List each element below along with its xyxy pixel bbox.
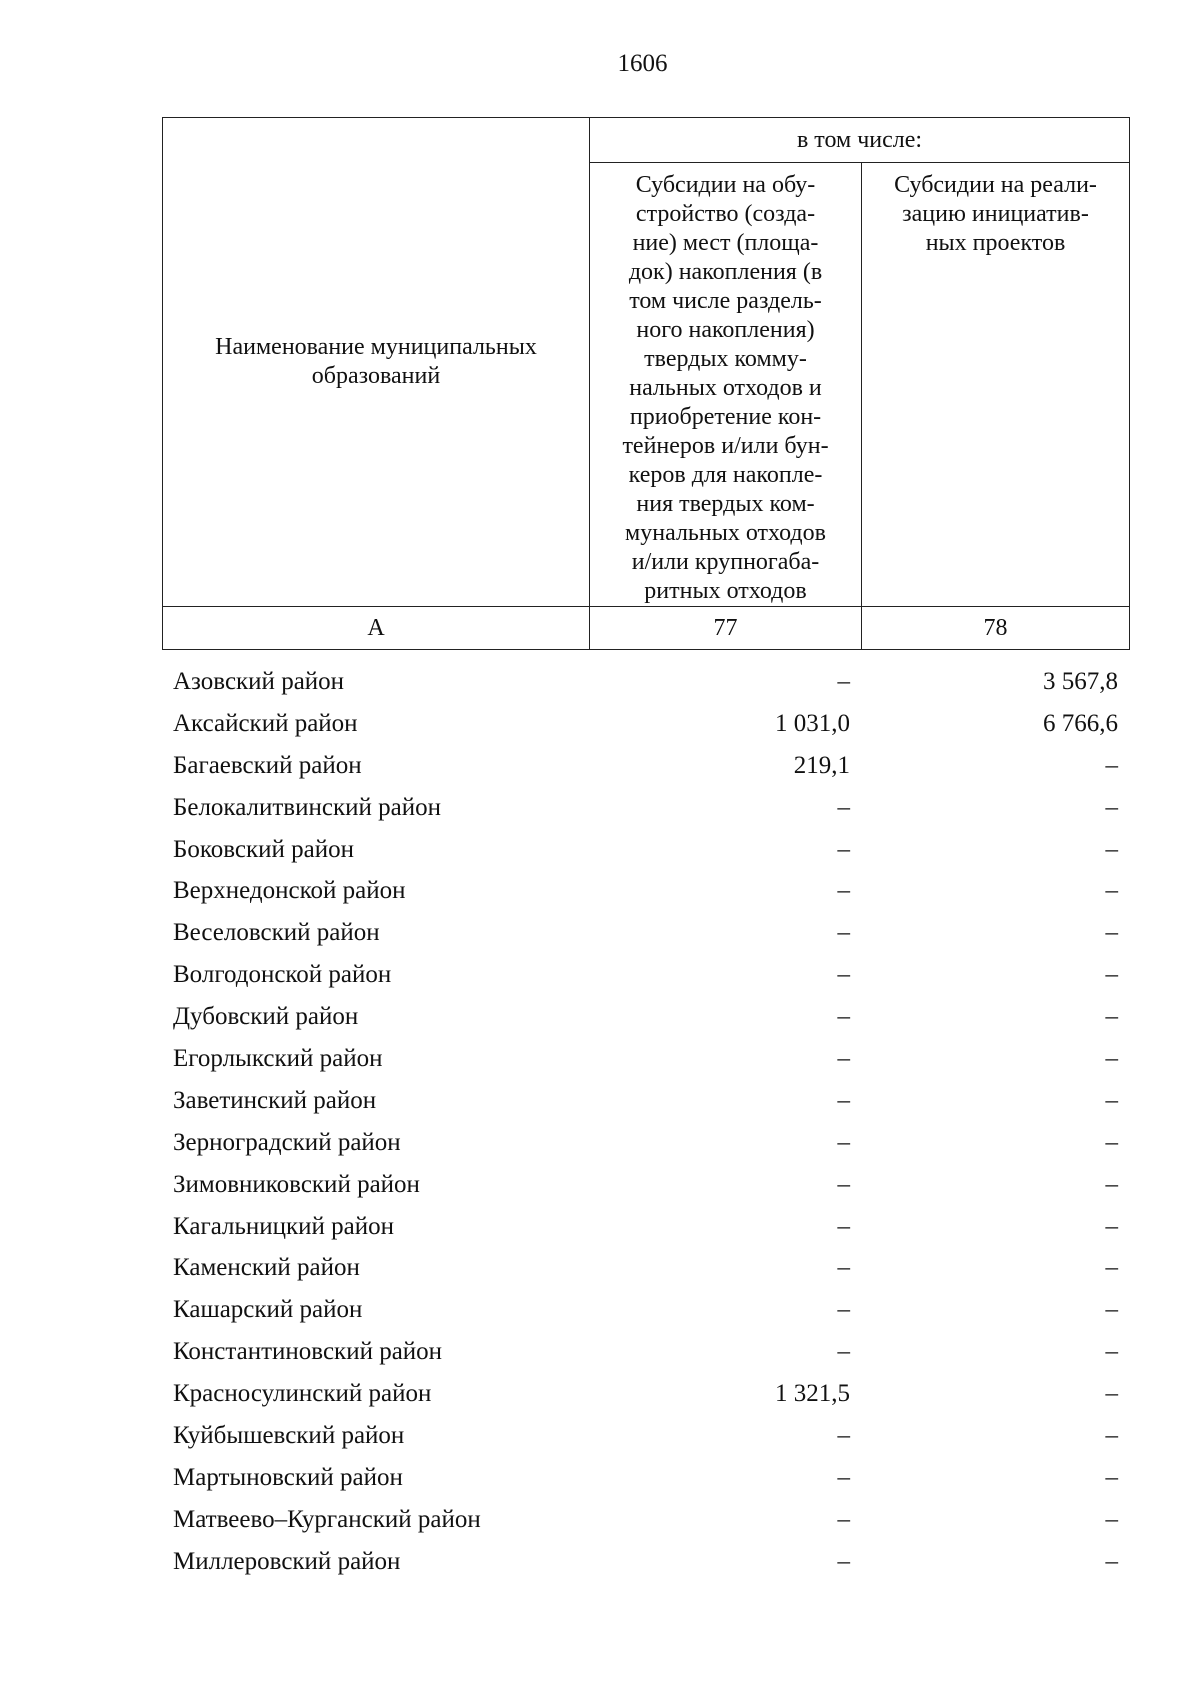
value-col-78: – [1105,1296,1118,1324]
table-row [162,1331,1129,1373]
value-col-77: – [837,1254,850,1282]
value-col-77: – [837,1505,850,1533]
value-col-77: – [837,1044,850,1072]
value-col-77: – [837,1463,850,1491]
table-row [162,1457,1129,1499]
header-text-line: и/или крупногаба- [631,549,820,575]
value-col-77: – [837,1128,850,1156]
value-col-77: – [837,1296,850,1324]
value-col-78: 6 766,6 [1043,709,1118,737]
municipality-name: Каменский район [173,1254,360,1282]
municipality-name: Аксайский район [173,709,358,737]
value-col-78: – [1105,1128,1118,1156]
table-row [162,1415,1129,1457]
header-text-line: ных проектов [925,230,1066,256]
header-text-line: зацию инициатив- [902,201,1089,227]
value-col-78: – [1105,751,1118,779]
value-col-78: – [1105,793,1118,821]
table-row [162,912,1129,954]
value-col-78: – [1105,1170,1118,1198]
value-col-77: – [837,835,850,863]
municipality-name: Веселовский район [173,919,380,947]
table-row [162,996,1129,1038]
value-col-78: 3 567,8 [1043,667,1118,695]
table-row [162,954,1129,996]
value-col-77: – [837,1338,850,1366]
value-col-77: – [837,667,850,695]
municipality-name: Белокалитвинский район [173,793,441,821]
table-row [162,829,1129,871]
value-col-77: 219,1 [793,751,850,779]
header-text-line: ритных отходов [644,578,807,604]
municipality-name: Мартыновский район [173,1463,403,1491]
header-text-line: керов для накопле- [628,462,823,488]
header-col-77 [590,163,862,607]
value-col-77: – [837,1086,850,1114]
value-col-78: – [1105,1505,1118,1533]
header-text-line: Субсидии на реали- [894,172,1097,198]
table-row [162,745,1129,787]
value-col-78: – [1105,1463,1118,1491]
header-group-label: в том числе: [590,118,1130,163]
value-col-78: – [1105,1086,1118,1114]
header-name-column: Наименование муниципальных образований [163,118,590,607]
table-body [162,661,1129,1583]
municipality-name: Константиновский район [173,1338,443,1366]
value-col-78: – [1105,1380,1118,1408]
table-row [162,1080,1129,1122]
header-text-line: тейнеров и/или бун- [622,433,829,459]
value-col-78: – [1105,1338,1118,1366]
page-number: 1606 [617,50,668,77]
municipality-name: Дубовский район [173,1003,359,1031]
table-row [162,661,1129,703]
municipality-name: Волгодонской район [173,961,392,989]
municipality-name: Егорлыкский район [173,1044,383,1072]
value-col-78: – [1105,919,1118,947]
municipality-name: Красносулинский район [173,1380,432,1408]
municipality-name: Азовский район [173,667,345,695]
column-number-a: А [163,607,590,650]
value-col-77: 1 031,0 [775,709,850,737]
municipality-name: Багаевский район [173,751,362,779]
value-col-77: – [837,1170,850,1198]
value-col-78: – [1105,1212,1118,1240]
header-text-line: Субсидии на обу- [635,172,816,198]
value-col-77: – [837,1547,850,1575]
value-col-78: – [1105,1044,1118,1072]
municipality-name: Зимовниковский район [173,1170,420,1198]
value-col-77: – [837,1003,850,1031]
value-col-78: – [1105,1003,1118,1031]
value-col-77: 1 321,5 [775,1380,850,1408]
header-text-line: том числе раздель- [629,288,822,314]
municipality-name: Боковский район [173,835,354,863]
header-col-77-text [590,171,861,606]
header-col-78 [862,163,1130,607]
value-col-77: – [837,877,850,905]
municipality-name: Кашарский район [173,1296,363,1324]
value-col-78: – [1105,1421,1118,1449]
value-col-77: – [837,1212,850,1240]
table-row [162,1541,1129,1583]
column-number-77: 77 [590,607,862,650]
header-col-78-text [862,171,1129,258]
table-row [162,1038,1129,1080]
header-text-line: ние) мест (площа- [632,230,819,256]
value-col-78: – [1105,835,1118,863]
header-text-line: приобретение кон- [629,404,822,430]
header-text-line: нальных отходов и [629,375,822,401]
table-row [162,1122,1129,1164]
header-text-line: ния твердых ком- [636,491,815,517]
municipality-name: Кагальницкий район [173,1212,395,1240]
value-col-78: – [1105,877,1118,905]
header-text-line: мунальных отходов [625,520,826,546]
table-row [162,1164,1129,1206]
table-row [162,703,1129,745]
value-col-77: – [837,961,850,989]
table-row [162,1289,1129,1331]
table-row [162,1499,1129,1541]
table-row [162,787,1129,829]
table-row [162,1247,1129,1289]
value-col-77: – [837,1421,850,1449]
value-col-78: – [1105,1254,1118,1282]
value-col-77: – [837,919,850,947]
column-number-78: 78 [862,607,1130,650]
table-row [162,870,1129,912]
municipality-name: Верхнедонской район [173,877,406,905]
municipality-name: Матвеево–Курганский район [173,1505,481,1533]
header-text-line: ного накопления) [636,317,815,343]
table-header [162,117,1130,650]
municipality-name: Заветинский район [173,1086,377,1114]
header-text-line: стройство (созда- [635,201,816,227]
municipality-name: Куйбышевский район [173,1421,405,1449]
header-text-line: док) накопления (в [628,259,823,285]
table-row [162,1206,1129,1248]
value-col-78: – [1105,961,1118,989]
municipality-name: Зерноградский район [173,1128,401,1156]
header-text-line: твердых комму- [644,346,807,372]
value-col-78: – [1105,1547,1118,1575]
municipality-name: Миллеровский район [173,1547,401,1575]
value-col-77: – [837,793,850,821]
table-row [162,1373,1129,1415]
